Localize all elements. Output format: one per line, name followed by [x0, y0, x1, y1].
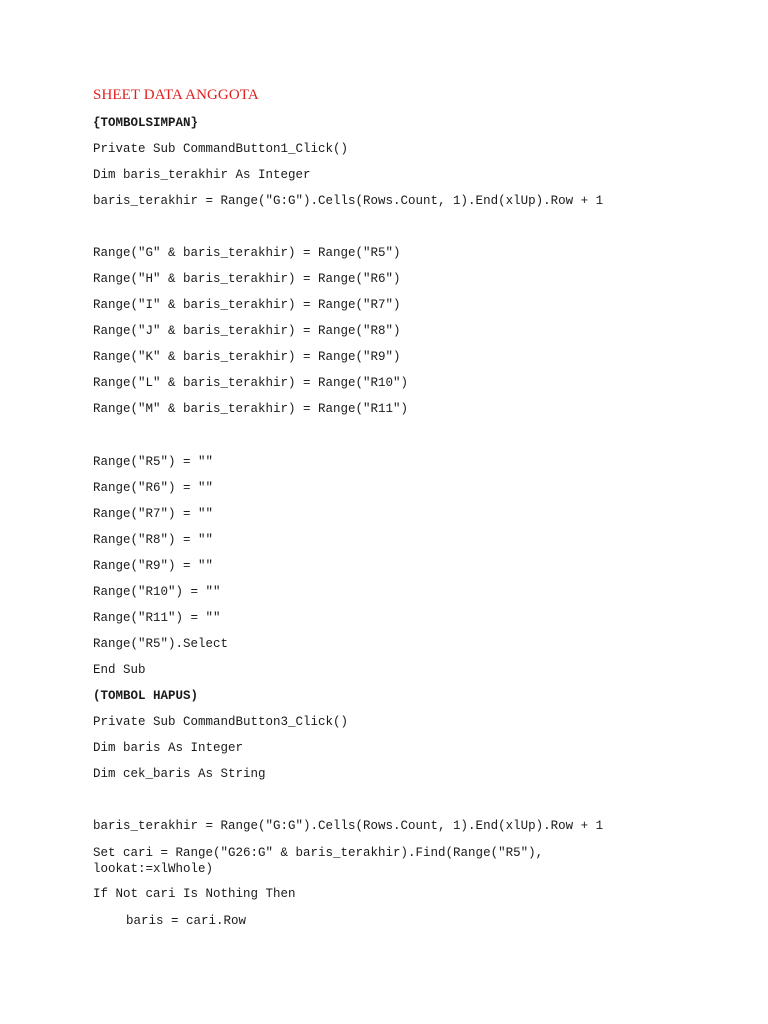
code-line: Range("R8") = "" [93, 533, 214, 547]
code-line: Range("R5").Select [93, 637, 229, 651]
code-line: Range("R7") = "" [93, 507, 214, 521]
code-line: Range("M" & baris_terakhir) = Range("R11") [93, 402, 409, 416]
code-line: End Sub [93, 663, 146, 677]
code-line: Set cari = Range("G26:G" & baris_terakhir).Find(Range("R5"), [93, 846, 544, 860]
code-line: Range("J" & baris_terakhir) = Range("R8") [93, 324, 401, 338]
code-line: Private Sub CommandButton3_Click() [93, 715, 349, 729]
code-line: Range("R10") = "" [93, 585, 221, 599]
document-title: SHEET DATA ANGGOTA [93, 87, 259, 103]
code-line: Range("R9") = "" [93, 559, 214, 573]
code-line: Range("I" & baris_terakhir) = Range("R7") [93, 298, 401, 312]
code-line: lookat:=xlWhole) [93, 862, 214, 876]
code-line: (TOMBOL HAPUS) [93, 689, 199, 703]
code-line: Dim baris_terakhir As Integer [93, 168, 311, 182]
code-line: baris_terakhir = Range("G:G").Cells(Rows.Count, 1).End(xlUp).Row + 1 [93, 194, 604, 208]
code-line: Dim baris As Integer [93, 741, 244, 755]
code-line: Range("R6") = "" [93, 481, 214, 495]
code-line: Dim cek_baris As String [93, 767, 266, 781]
code-line: If Not cari Is Nothing Then [93, 887, 296, 901]
code-line: Range("L" & baris_terakhir) = Range("R10") [93, 376, 409, 390]
code-line: Range("H" & baris_terakhir) = Range("R6") [93, 272, 401, 286]
code-line: Range("R11") = "" [93, 611, 221, 625]
code-line: Range("R5") = "" [93, 455, 214, 469]
code-line: baris = cari.Row [126, 914, 247, 928]
code-line: {TOMBOLSIMPAN} [93, 116, 199, 130]
code-line: Range("K" & baris_terakhir) = Range("R9") [93, 350, 401, 364]
code-line: baris_terakhir = Range("G:G").Cells(Rows.Count, 1).End(xlUp).Row + 1 [93, 819, 604, 833]
code-line: Range("G" & baris_terakhir) = Range("R5") [93, 246, 401, 260]
code-line: Private Sub CommandButton1_Click() [93, 142, 349, 156]
